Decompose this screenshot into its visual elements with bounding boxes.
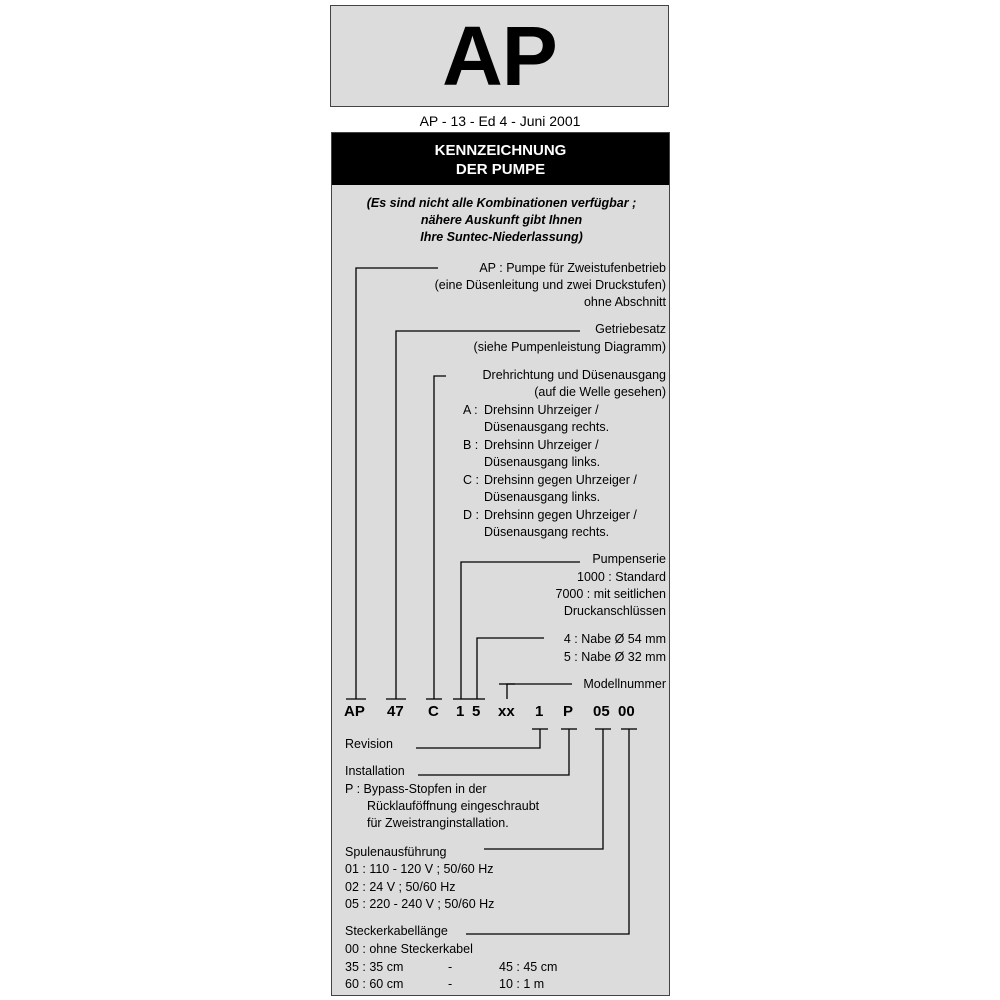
cable-00: 00 : ohne Steckerkabel bbox=[345, 942, 473, 956]
ap-desc-1: AP : Pumpe für Zweistufenbetrieb bbox=[479, 261, 666, 275]
model-label: Modellnummer bbox=[583, 677, 666, 691]
revision-label: Revision bbox=[345, 737, 393, 751]
title-box bbox=[330, 5, 669, 107]
cable-35: 35 : 35 cm bbox=[345, 960, 404, 974]
gear-desc: (siehe Pumpenleistung Diagramm) bbox=[473, 340, 666, 354]
coil-02: 02 : 24 V ; 50/60 Hz bbox=[345, 880, 456, 894]
rotation-subtitle: (auf die Welle gesehen) bbox=[534, 385, 666, 399]
rotation-a-line1: Drehsinn Uhrzeiger / bbox=[484, 403, 599, 417]
code-revision: 1 bbox=[535, 703, 544, 720]
leader-revision bbox=[416, 729, 540, 748]
designation-panel bbox=[331, 132, 670, 996]
cable-60: 60 : 60 cm bbox=[345, 977, 404, 991]
leader-ap bbox=[356, 268, 438, 699]
installation-line-3: für Zweistranginstallation. bbox=[367, 816, 509, 830]
leader-series bbox=[461, 562, 580, 699]
series-7000-desc: Druckanschlüssen bbox=[563, 604, 666, 618]
code-series: 1 bbox=[456, 703, 465, 720]
hub-5: 5 : Nabe Ø 32 mm bbox=[563, 650, 666, 664]
rotation-d-line1: Drehsinn gegen Uhrzeiger / bbox=[484, 508, 637, 522]
rotation-title: Drehrichtung und Düsenausgang bbox=[482, 368, 666, 382]
rotation-key-d: D : bbox=[463, 508, 479, 522]
rotation-b-line1: Drehsinn Uhrzeiger / bbox=[484, 438, 599, 452]
leader-c bbox=[434, 376, 446, 699]
cable-45: 45 : 45 cm bbox=[499, 960, 558, 974]
coil-01: 01 : 110 - 120 V ; 50/60 Hz bbox=[345, 862, 494, 876]
header-line-1: KENNZEICHNUNG bbox=[434, 142, 567, 159]
cable-dash-1: - bbox=[448, 960, 453, 974]
note-line-2: nähere Auskunft gibt Ihnen bbox=[420, 213, 583, 227]
cable-title: Steckerkabellänge bbox=[345, 924, 448, 938]
gear-title: Getriebesatz bbox=[595, 322, 666, 336]
rotation-c-line1: Drehsinn gegen Uhrzeiger / bbox=[484, 473, 637, 487]
series-title: Pumpenserie bbox=[592, 552, 666, 566]
hub-4: 4 : Nabe Ø 54 mm bbox=[563, 632, 666, 646]
code-model: xx bbox=[498, 703, 515, 720]
code-ap: AP bbox=[344, 703, 365, 720]
rotation-c-line2: Düsenausgang links. bbox=[484, 490, 601, 504]
code-cable: 00 bbox=[618, 703, 635, 720]
coil-05: 05 : 220 - 240 V ; 50/60 Hz bbox=[345, 897, 495, 911]
leader-installation bbox=[418, 729, 569, 775]
coil-title: Spulenausführung bbox=[345, 845, 447, 859]
rotation-key-c: C : bbox=[463, 473, 479, 487]
rotation-a-line2: Düsenausgang rechts. bbox=[484, 420, 610, 434]
code-installation: P bbox=[563, 703, 574, 720]
leader-model bbox=[507, 684, 572, 699]
edition-line: AP - 13 - Ed 4 - Juni 2001 bbox=[419, 113, 581, 129]
series-7000: 7000 : mit seitlichen bbox=[555, 587, 666, 601]
note-line-1: (Es sind nicht alle Kombinationen verfügbar ; bbox=[366, 196, 637, 210]
header-line-2: DER PUMPE bbox=[455, 161, 546, 178]
code-c: C bbox=[428, 703, 439, 720]
installation-line-1: P : Bypass-Stopfen in der bbox=[345, 782, 487, 796]
installation-line-2: Rücklauföffnung eingeschraubt bbox=[367, 799, 540, 813]
code-47: 47 bbox=[387, 703, 404, 720]
rotation-key-a: A : bbox=[463, 403, 478, 417]
note-line-3: Ihre Suntec-Niederlassung) bbox=[420, 230, 583, 244]
ap-desc-2: (eine Düsenleitung und zwei Druckstufen) bbox=[434, 278, 666, 292]
leader-hub bbox=[477, 638, 544, 699]
cable-10: 10 : 1 m bbox=[499, 977, 545, 991]
rotation-key-b: B : bbox=[463, 438, 479, 452]
cable-dash-2: - bbox=[448, 977, 453, 991]
code-coil: 05 bbox=[593, 703, 610, 720]
document-title: AP bbox=[442, 9, 557, 103]
rotation-b-line2: Düsenausgang links. bbox=[484, 455, 601, 469]
ap-desc-3: ohne Abschnitt bbox=[583, 295, 666, 309]
rotation-d-line2: Düsenausgang rechts. bbox=[484, 525, 610, 539]
installation-title: Installation bbox=[345, 764, 405, 778]
series-1000: 1000 : Standard bbox=[577, 570, 666, 584]
code-hub: 5 bbox=[472, 703, 481, 720]
